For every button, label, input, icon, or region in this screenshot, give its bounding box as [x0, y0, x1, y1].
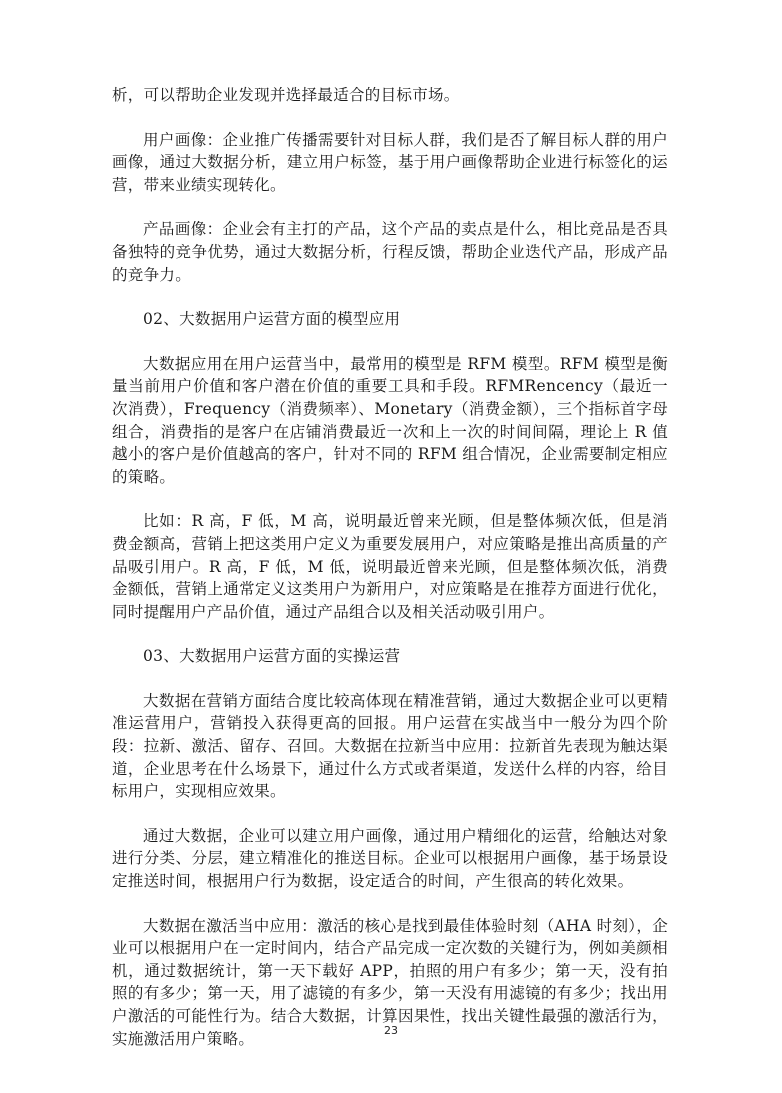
section-heading-03: 03、大数据用户运营方面的实操运营 — [143, 647, 401, 666]
paragraph-continuation: 析，可以帮助企业发现并选择最适合的目标市场。 — [112, 86, 460, 104]
paragraph-user-segmentation: 通过大数据，企业可以建立用户画像，通过用户精细化的运营，给触达对象进行分类、分层，建立精准化的推送目标。企业可以根据用户画像，基于场景设定推送时间，根据用户行为数据，设定适合的时间，产生很高的转化效果。 — [112, 826, 668, 891]
paragraph-user-profile: 用户画像：企业推广传播需要针对目标人群，我们是否了解目标人群的用户画像，通过大数据分析，建立用户标签，基于用户画像帮助企业进行标签化的运营，带来业绩实现转化。 — [112, 130, 668, 194]
paragraph-rfm-model: 大数据应用在用户运营当中，最常用的模型是 RFM 模型。RFM 模型是衡量当前用户价值和客户潜在价值的重要工具和手段。RFMRencency（最近一次消费），Frequency（消费频率）、Monetary（消费金额），三个指标首字母组合，消费指的是客户在店铺消费最近一次和上一次的时间间隔，理论上 R 值越小的客户是价值越高的客户，针对不同的 RFM 组合情况，企业需要制定相应的策略。 — [112, 354, 668, 486]
section-heading-02: 02、大数据用户运营方面的模型应用 — [143, 310, 401, 329]
paragraph-precision-marketing: 大数据在营销方面结合度比较高体现在精准营销，通过大数据企业可以更精准运营用户，营销投入获得更高的回报。用户运营在实战当中一般分为四个阶段：拉新、激活、留存、召回。大数据在拉新当中应用：拉新首先表现为触达渠道，企业思考在什么场景下，通过什么方式或者渠道，发送什么样的内容，给目标用户，实现相应效果。 — [112, 691, 668, 801]
document-body — [112, 84, 668, 1072]
page-number: 23 — [384, 1024, 398, 1037]
paragraph-activation: 大数据在激活当中应用：激活的核心是找到最佳体验时刻（AHA 时刻），企业可以根据用户在一定时间内，结合产品完成一定次数的关键行为，例如美颜相机，通过数据统计，第一天下载好 APP，拍照的用户有多少；第一天，没有拍照的有多少；第一天，用了滤镜的有多少，第一天没有用滤镜的有多少；找出用户激活的可能性行为。结合大数据，计算因果性，找出关键性最强的激活行为，实施激活用户策略。 — [112, 916, 668, 1048]
paragraph-product-profile: 产品画像：企业会有主打的产品，这个产品的卖点是什么，相比竞品是否具备独特的竞争优势，通过大数据分析，行程反馈，帮助企业迭代产品，形成产品的竞争力。 — [112, 220, 668, 284]
paragraph-rfm-example: 比如：R 高，F 低，M 高，说明最近曾来光顾，但是整体频次低，但是消费金额高，营销上把这类用户定义为重要发展用户，对应策略是推出高质量的产品吸引用户。R 高，F 低，M 低，说明最近曾来光顾，但是整体频次低，消费金额低，营销上通常定义这类用户为新用户，对应策略是在推荐方面进行优化，同时提醒用户产品价值，通过产品组合以及相关活动吸引用户。 — [112, 512, 668, 621]
